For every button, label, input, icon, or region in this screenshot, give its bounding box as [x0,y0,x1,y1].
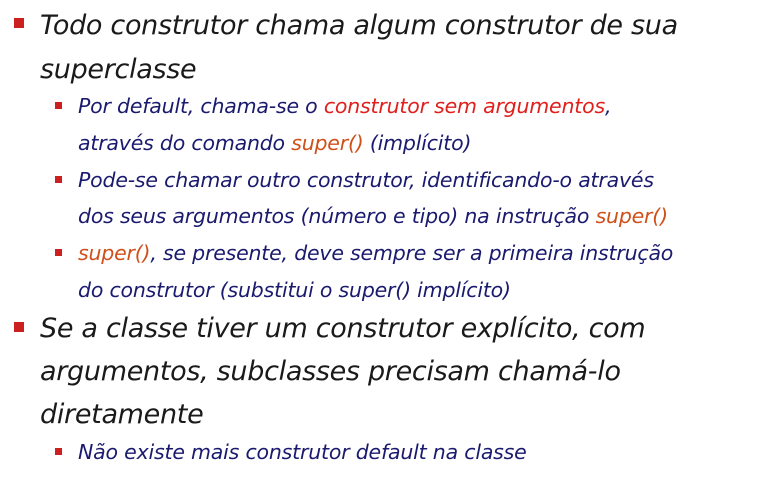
sub-bullet-1-2-line-1: Pode-se chamar outro construtor, identificando-o através [78,168,654,192]
sub-bullet-1-1-text-d: através do comando [78,131,292,155]
bullet-2-line-1: Se a classe tiver um construtor explícito, com [40,313,646,344]
sub-bullet-1-1-line-1 [78,96,611,117]
bullet-square-icon [14,18,24,28]
sub-bullet-1-2-super-highlight: super() [595,204,668,228]
sub-bullet-1-1-line-2 [78,133,471,154]
sub-bullet-1-1-text-a: Por default, chama-se o [78,94,324,118]
bullet-2-line-2: argumentos, subclasses precisam chamá-lo [40,356,621,387]
bullet-1-line-1: Todo construtor chama algum construtor de sua [40,10,678,41]
sub-bullet-square-icon [55,176,62,183]
sub-bullet-1-2-text-a: dos seus argumentos (número e tipo) na instrução [78,204,596,228]
bullet-1-line-2: superclasse [40,54,197,85]
sub-bullet-1-1-text-c: , [604,94,612,118]
sub-bullet-1-1-highlight: construtor sem argumentos [323,94,605,118]
sub-bullet-1-3-super-highlight: super() [78,241,151,265]
sub-bullet-square-icon [55,448,62,455]
sub-bullet-1-3-line-1 [78,243,673,264]
sub-bullet-2-1-line-1: Não existe mais construtor default na classe [78,440,527,464]
bullet-square-icon [14,322,24,332]
bullet-2-line-3: diretamente [40,399,204,430]
sub-bullet-1-3-text-b: , se presente, deve sempre ser a primeira instrução [150,241,674,265]
sub-bullet-1-2-line-2 [78,206,668,227]
sub-bullet-square-icon [55,102,62,109]
sub-bullet-1-1-text-e: (implícito) [363,131,472,155]
sub-bullet-1-3-line-2: do construtor (substitui o super() implícito) [78,278,511,302]
sub-bullet-square-icon [55,249,62,256]
sub-bullet-1-1-super-highlight: super() [291,131,364,155]
